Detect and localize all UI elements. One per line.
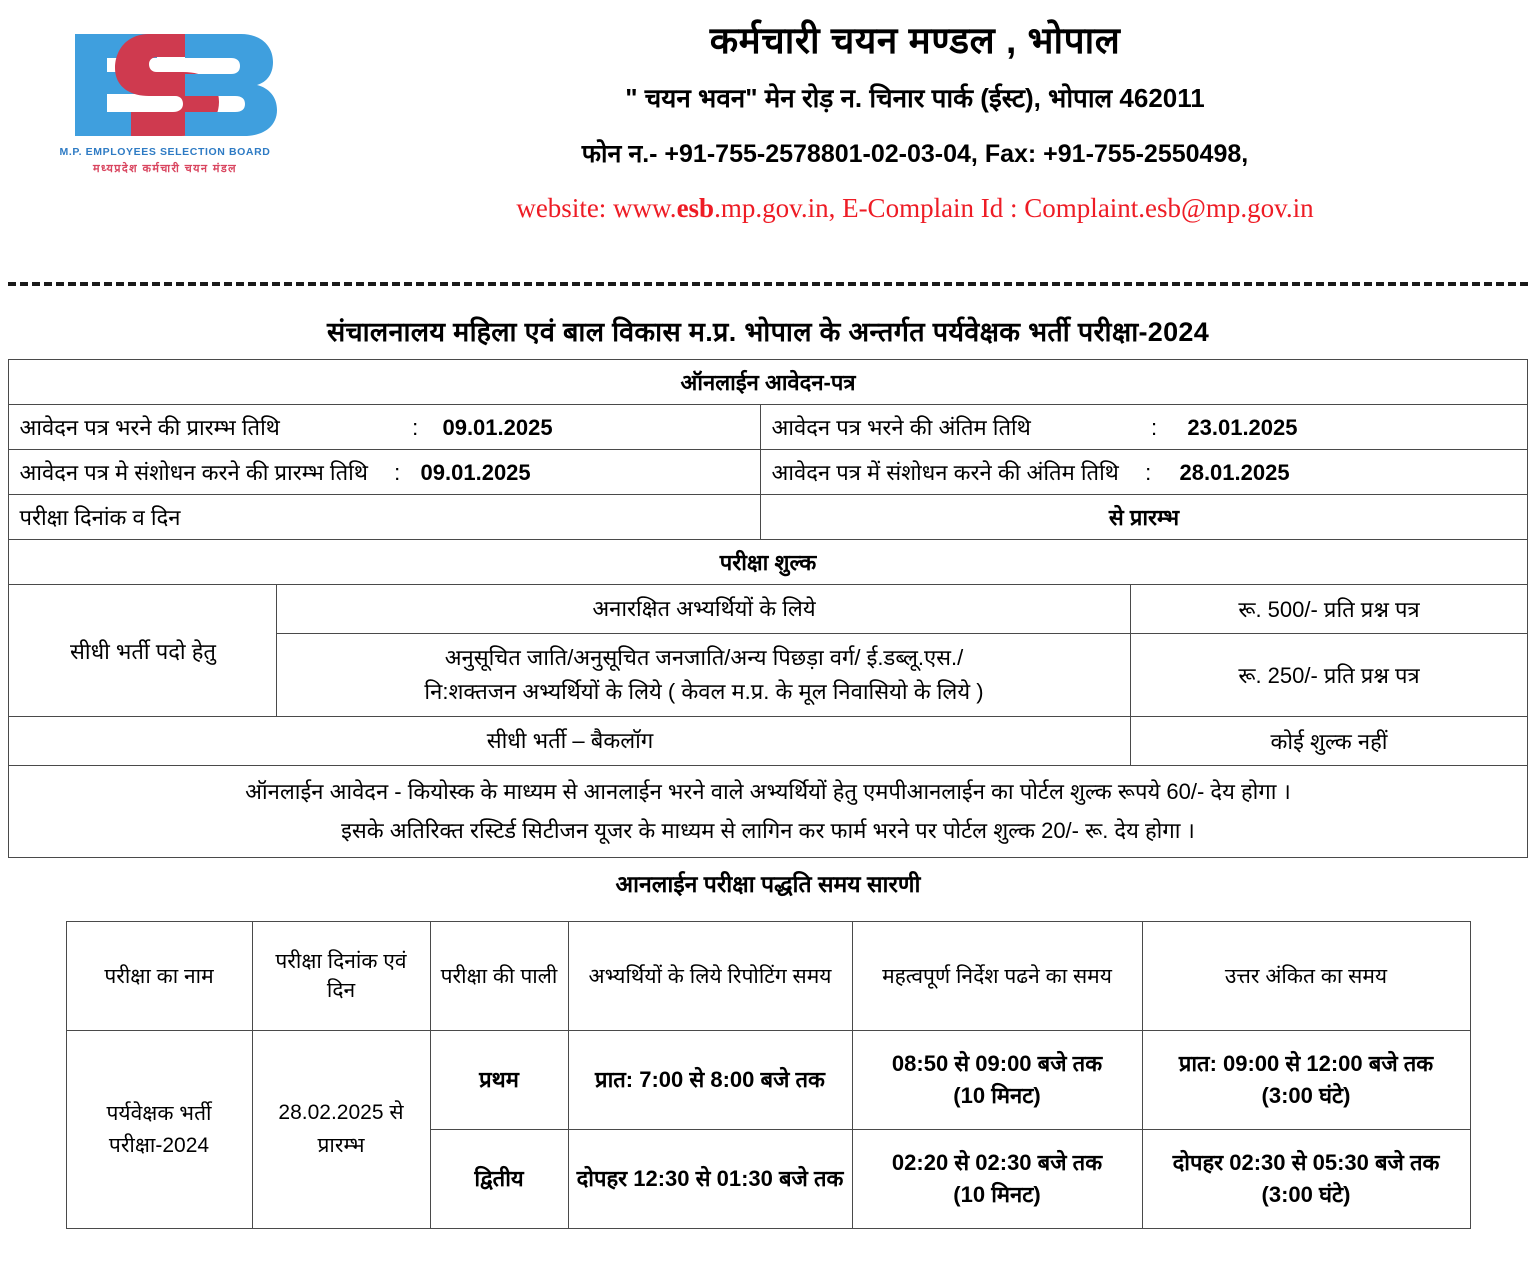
application-start-cell — [9, 405, 761, 450]
schedule-exam-name: पर्यवेक्षक भर्ती परीक्षा-2024 — [66, 1031, 252, 1229]
correction-end-label: आवेदन पत्र में संशोधन करने की अंतिम तिथि — [771, 460, 1119, 485]
portal-fee-note-line2: इसके अतिरिक्त रस्टिर्ड सिटीजन यूजर के माध्यम से लागिन कर फार्म भरने पर पोर्टल शुल्क 20/- रू. देय होगा । — [341, 817, 1195, 843]
fee-category-unreserved: अनारक्षित अभ्यर्थियों के लिये — [277, 585, 1131, 634]
schedule-reporting-time-2: दोपहर 12:30 से 01:30 बजे तक — [568, 1130, 852, 1229]
col-header-shift: परीक्षा की पाली — [430, 922, 568, 1031]
table-row-fee-unreserved — [9, 585, 1527, 634]
application-fee-table — [8, 359, 1527, 858]
logo-caption-english: M.P. EMPLOYEES SELECTION BOARD — [59, 146, 271, 158]
fee-amount-unreserved: रू. 500/- प्रति प्रश्न पत्र — [1131, 585, 1527, 634]
application-end-sep: : — [1151, 415, 1158, 440]
organisation-phone: फोन न.- +91-755-2578801-02-03-04, Fax: +91-755-2550498, — [581, 140, 1249, 169]
application-end-label: आवेदन पत्र भरने की अंतिम तिथि — [771, 415, 1031, 440]
table-row-correction-dates — [9, 450, 1527, 495]
schedule-answer-duration-2: (3:00 घंटे) — [1261, 1182, 1351, 1208]
col-header-answer-time: उत्तर अंकित का समय — [1142, 922, 1470, 1031]
table-row — [66, 1031, 1470, 1130]
correction-start-label: आवेदन पत्र मे संशोधन करने की प्रारम्भ तिथि — [19, 460, 368, 485]
schedule-instruction-duration-2: (10 मिनट) — [953, 1182, 1041, 1208]
esb-logo — [45, 24, 285, 184]
schedule-instruction-time-2 — [852, 1130, 1142, 1229]
col-header-reporting-time: अभ्यर्थियों के लिये रिपोटिंग समय — [568, 922, 852, 1031]
col-header-instruction-time: महत्वपूर्ण निर्देश पढने का समय — [852, 922, 1142, 1031]
exam-date-value: से प्रारम्भ — [761, 495, 1527, 540]
table-row-portal-note — [9, 766, 1527, 858]
schedule-shift-2: द्वितीय — [430, 1130, 568, 1229]
exam-schedule-table — [66, 921, 1471, 1229]
esb-logo-mark — [45, 24, 285, 149]
correction-end-date: 28.01.2025 — [1179, 460, 1290, 485]
fee-amount-reserved: रू. 250/- प्रति प्रश्न पत्र — [1131, 634, 1527, 717]
schedule-answer-time-1-value: प्रात: 09:00 से 12:00 बजे तक — [1178, 1051, 1434, 1077]
correction-end-sep: : — [1145, 460, 1152, 485]
header-text-block — [300, 0, 1530, 226]
fee-category-reserved — [277, 634, 1131, 717]
table-row-online-application-title — [9, 360, 1527, 405]
schedule-title: आनलाईन परीक्षा पद्धति समय सारणी — [615, 871, 921, 898]
col-header-exam-name: परीक्षा का नाम — [66, 922, 252, 1031]
document-header — [0, 0, 1536, 268]
schedule-shift-1: प्रथम — [430, 1031, 568, 1130]
direct-recruitment-label: सीधी भर्ती पदो हेतु — [9, 585, 277, 717]
correction-end-cell — [761, 450, 1527, 495]
backlog-label: सीधी भर्ती – बैकलॉग — [9, 717, 1131, 766]
table-row-start-dates — [9, 405, 1527, 450]
schedule-instruction-duration-1: (10 मिनट) — [953, 1083, 1041, 1109]
correction-start-date: 09.01.2025 — [420, 460, 531, 485]
table-row-exam-date — [9, 495, 1527, 540]
schedule-header-row — [66, 922, 1470, 1031]
backlog-amount: कोई शुल्क नहीं — [1131, 717, 1527, 766]
application-start-sep: : — [412, 415, 419, 440]
correction-start-sep: : — [394, 460, 401, 485]
schedule-exam-date: 28.02.2025 से प्रारम्भ — [252, 1031, 430, 1229]
correction-start-cell — [9, 450, 761, 495]
portal-fee-note-line1: ऑनलाईन आवेदन - कियोस्क के माध्यम से आनलाईन भरने वाले अभ्यर्थियों हेतु एमपीआनलाईन का पोर्टल शुल्क रूपये 60/- देय होगा । — [245, 779, 1291, 805]
portal-fee-note — [9, 766, 1527, 858]
organisation-name: कर्मचारी चयन मण्डल , भोपाल — [709, 20, 1121, 61]
page-title: संचालनालय महिला एवं बाल विकास म.प्र. भोपाल के अन्तर्गत पर्यवेक्षक भर्ती परीक्षा-2024 — [326, 317, 1210, 347]
schedule-instruction-time-1 — [852, 1031, 1142, 1130]
organisation-website-line — [300, 191, 1530, 226]
header-divider — [8, 282, 1528, 286]
schedule-instruction-time-1-value: 08:50 से 09:00 बजे तक — [891, 1051, 1103, 1077]
schedule-answer-time-1 — [1142, 1031, 1470, 1130]
table-row-backlog — [9, 717, 1527, 766]
fee-category-reserved-line2: नि:शक्तजन अभ्यर्थियों के लिये ( केवल म.प्र. के मूल निवासियो के लिये ) — [424, 679, 984, 705]
col-header-exam-date: परीक्षा दिनांक एवं दिन — [252, 922, 430, 1031]
fee-section-title: परीक्षा शुल्क — [9, 540, 1527, 585]
fee-category-reserved-line1: अनुसूचित जाति/अनुसूचित जनजाति/अन्य पिछड़ा वर्ग/ ई.डब्लू.एस./ — [444, 645, 964, 671]
website-esb: esb — [676, 192, 715, 223]
table-row-fee-title — [9, 540, 1527, 585]
schedule-answer-time-2 — [1142, 1130, 1470, 1229]
organisation-address: " चयन भवन" मेन रोड़ न. चिनार पार्क (ईस्ट), भोपाल 462011 — [625, 83, 1205, 114]
schedule-reporting-time-1: प्रात: 7:00 से 8:00 बजे तक — [568, 1031, 852, 1130]
application-start-label: आवेदन पत्र भरने की प्रारम्भ तिथि — [19, 415, 280, 440]
application-start-date: 09.01.2025 — [442, 415, 553, 440]
website-suffix: .mp.gov.in, E-Complain Id : Complaint.esb@mp.gov.in — [714, 192, 1314, 223]
exam-date-label: परीक्षा दिनांक व दिन — [9, 495, 761, 540]
schedule-answer-time-2-value: दोपहर 02:30 से 05:30 बजे तक — [1172, 1150, 1440, 1176]
online-application-title: ऑनलाईन आवेदन-पत्र — [9, 360, 1527, 405]
application-end-cell — [761, 405, 1527, 450]
logo-caption-hindi: मध्यप्रदेश कर्मचारी चयन मंडल — [92, 163, 238, 175]
application-end-date: 23.01.2025 — [1187, 415, 1298, 440]
schedule-instruction-time-2-value: 02:20 से 02:30 बजे तक — [891, 1150, 1103, 1176]
website-prefix: website: www. — [516, 192, 677, 223]
schedule-answer-duration-1: (3:00 घंटे) — [1261, 1083, 1351, 1109]
